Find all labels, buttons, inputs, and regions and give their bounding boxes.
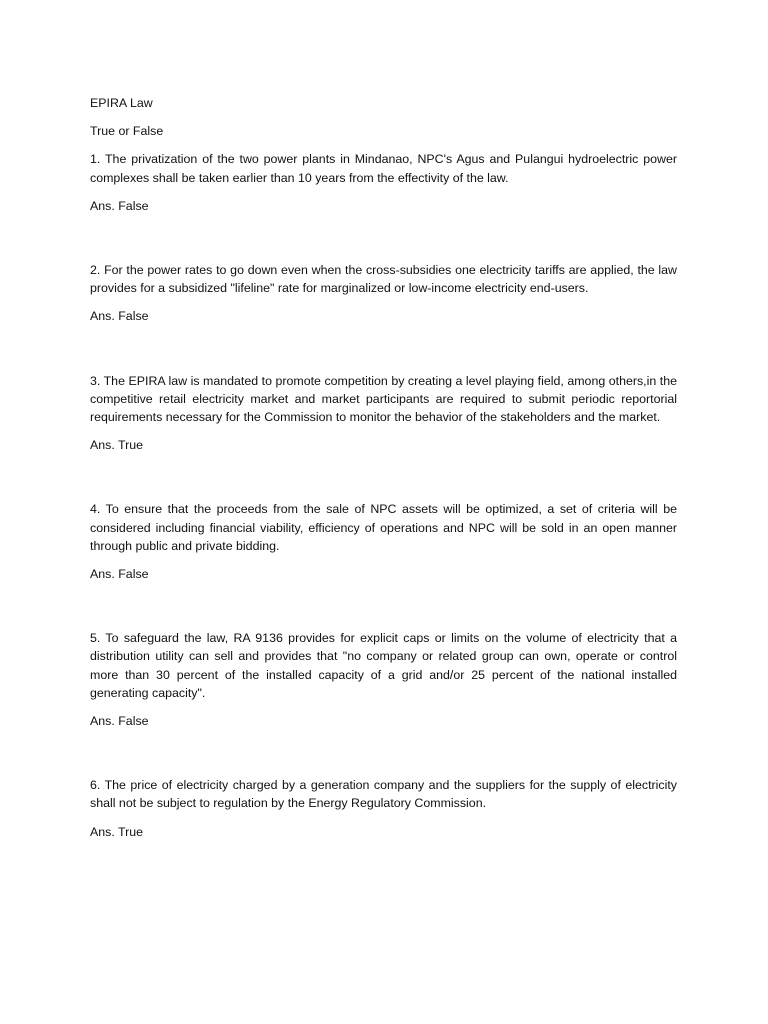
question-item (90, 372, 677, 455)
question-text: 5. To safeguard the law, RA 9136 provides for explicit caps or limits on the volume of electricity that a distribution utility can sell and provides that "no company or related group can own, operate or control more than 30 percent of the installed capacity of a grid and/or 25 percent of the national installed generating capacity". (90, 631, 677, 700)
question-text: 2. For the power rates to go down even when the cross-subsidies one electricity tariffs are applied, the law provides for a subsidized "lifeline" rate for marginalized or low-income electricity end-users. (90, 263, 677, 296)
document-title: EPIRA Law (90, 96, 153, 110)
question-text: 3. The EPIRA law is mandated to promote competition by creating a level playing field, among others,in the competitive retail electricity market and market participants are required to submit periodic reportorial requirements necessary for the Commission to monitor the behavior of the stakeholders and the market. (90, 373, 677, 425)
question-item (90, 776, 677, 841)
answer-text: Ans. False (90, 309, 149, 324)
question-item (90, 150, 677, 215)
question-item (90, 500, 677, 583)
question-text: 6. The price of electricity charged by a generation company and the suppliers for the supply of electricity shall not be subject to regulation by the Energy Regulatory Commission. (90, 778, 677, 811)
question-text: 1. The privatization of the two power plants in Mindanao, NPC's Agus and Pulangui hydroelectric power complexes shall be taken earlier than 10 years from the effectivity of the law. (90, 152, 677, 185)
document-subtitle: True or False (90, 124, 164, 139)
answer-text: Ans. False (90, 714, 149, 729)
question-text: 4. To ensure that the proceeds from the sale of NPC assets will be optimized, a set of criteria will be considered including financial viability, efficiency of operations and NPC will be sold in an open manner through public and private bidding. (90, 502, 677, 553)
answer-text: Ans. False (90, 567, 149, 582)
answer-text: Ans. True (90, 824, 144, 839)
question-item (90, 629, 677, 730)
answer-text: Ans. True (90, 438, 144, 453)
answer-text: Ans. False (90, 198, 149, 213)
question-item (90, 261, 677, 326)
document-page (90, 94, 677, 841)
